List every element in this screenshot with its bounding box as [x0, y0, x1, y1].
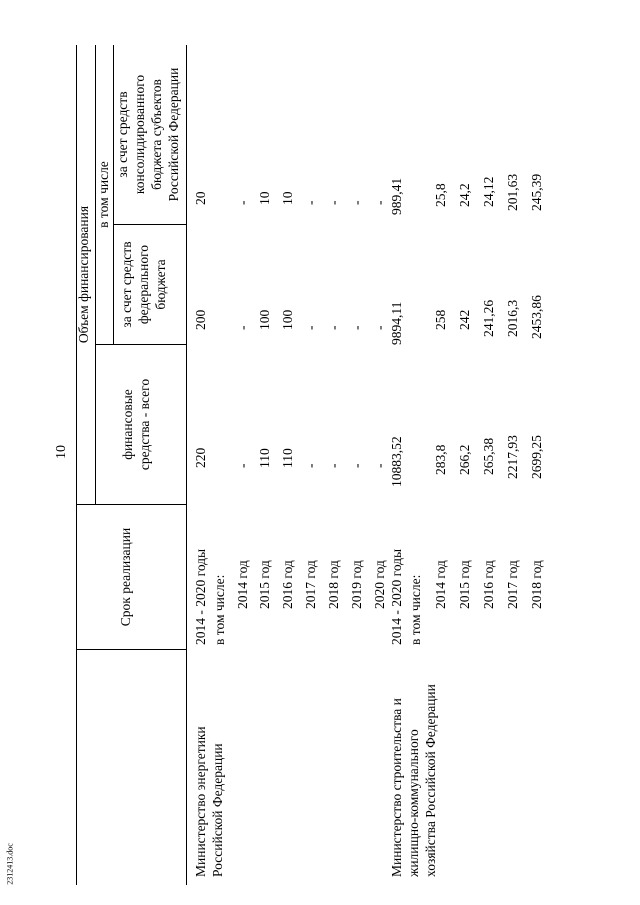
regional-cell: 245,39 [529, 173, 544, 211]
period-cell: 2017 год [505, 560, 520, 609]
header-total: финансовые средства - всего [120, 378, 152, 471]
regional-cell: 20 [193, 191, 208, 205]
total-cell: 265,38 [481, 437, 496, 475]
ministry-name: Министерство строительства и жилищно-коммунального хозяйства Российской Федерации [389, 684, 438, 877]
federal-cell: - [372, 325, 387, 330]
federal-cell: 2016,3 [505, 299, 520, 337]
federal-cell: - [235, 325, 250, 330]
total-cell: 220 [193, 447, 208, 468]
federal-cell: 242 [457, 309, 472, 330]
ministry-name: Министерство энергетики Российской Федерации [193, 726, 225, 877]
period-cell: 2014 год [235, 560, 250, 609]
header-funding-volume: Объем финансирования [76, 205, 91, 344]
period-cell: 2020 год [372, 560, 387, 609]
total-cell: - [349, 463, 364, 468]
period-cell: 2014 - 2020 годы [193, 548, 208, 645]
period-column-border [76, 649, 187, 650]
federal-cell: 241,26 [481, 299, 496, 337]
regional-cell: 10 [257, 191, 272, 205]
period-cell: 2014 год [433, 560, 448, 609]
regional-cell: 24,2 [457, 183, 472, 207]
federal-cell: - [349, 325, 364, 330]
regional-cell: 989,41 [389, 177, 404, 215]
total-cell: 110 [257, 448, 272, 468]
page-number: 10 [54, 445, 69, 459]
regional-cell: 25,8 [433, 183, 448, 207]
total-cell: 2699,25 [529, 435, 544, 479]
federal-cell: 258 [433, 309, 448, 330]
period-cell: 2016 год [481, 560, 496, 609]
regional-cell: 201,63 [505, 173, 520, 211]
federal-cell: 100 [257, 309, 272, 330]
header-bottom-rule [186, 45, 187, 885]
regional-cell: - [349, 200, 364, 205]
funding-table [70, 45, 610, 885]
file-tag: 2312413.doc [5, 843, 15, 885]
period-cell: 2018 год [529, 560, 544, 609]
total-cell: - [235, 463, 250, 468]
regional-cell: 24,12 [481, 176, 496, 207]
federal-cell: - [326, 325, 341, 330]
total-cell: - [303, 463, 318, 468]
regional-cell: - [235, 200, 250, 205]
period-cell: 2017 год [303, 560, 318, 609]
period-cell: 2019 год [349, 560, 364, 609]
federal-cell: 9894,11 [389, 301, 404, 345]
period-cell: 2018 год [326, 560, 341, 609]
period-cell: 2016 год [280, 560, 295, 609]
total-cell: 266,2 [457, 444, 472, 475]
federal-cell: 2453,86 [529, 295, 544, 339]
federal-cell: 200 [193, 309, 208, 330]
period-cell: 2015 год [457, 560, 472, 609]
header-federal: за счет средств федерального бюджета [119, 241, 168, 328]
total-cell: 2217,93 [505, 435, 520, 479]
period-cell: 2015 год [257, 560, 272, 609]
regional-cell: 10 [280, 191, 295, 205]
total-cell: 110 [280, 448, 295, 468]
period-cell: в том числе: [408, 574, 423, 645]
total-cell: - [326, 463, 341, 468]
regional-cell: - [326, 200, 341, 205]
federal-cell: 100 [280, 309, 295, 330]
total-cell: 283,8 [433, 444, 448, 475]
header-including: в том числе [96, 161, 111, 228]
header-period: Срок реализации [118, 527, 133, 627]
total-cell: - [372, 463, 387, 468]
header-regional: за счет средств консолидированного бюджета субъектов Российской Федерации [115, 67, 181, 202]
total-cell: 10883,52 [389, 436, 404, 487]
regional-cell: - [372, 200, 387, 205]
federal-cell: - [303, 325, 318, 330]
period-cell: 2014 - 2020 годы [389, 548, 404, 645]
period-cell: в том числе: [212, 574, 227, 645]
regional-cell: - [303, 200, 318, 205]
